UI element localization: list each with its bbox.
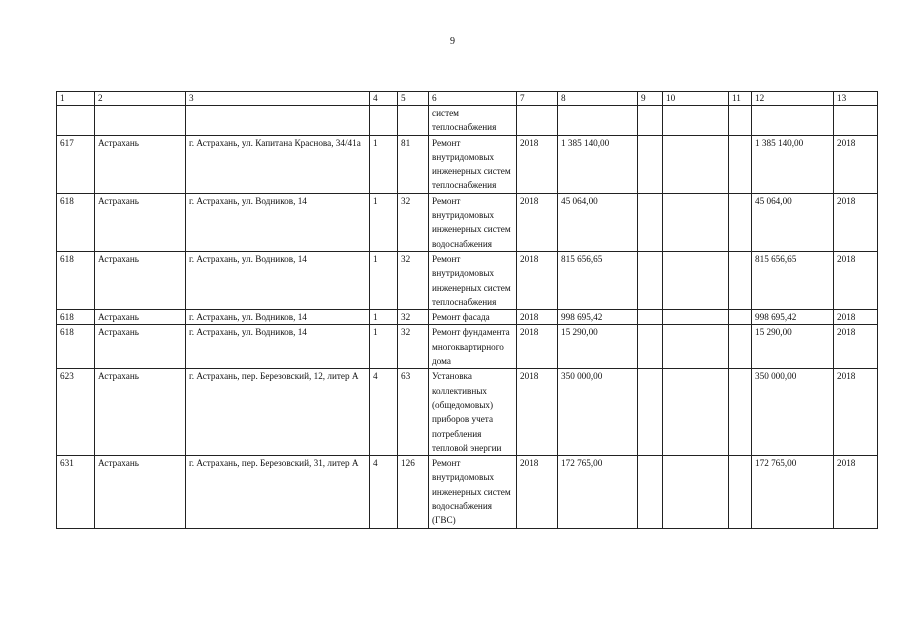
record-number-cell: 618	[57, 251, 95, 309]
municipality-cell: Астрахань	[95, 251, 186, 309]
col4-cell: 1	[370, 135, 398, 193]
work-type-cell: Ремонт фундамента многоквартирного дома	[429, 325, 517, 369]
year-cell: 2018	[517, 193, 558, 251]
col9-cell	[638, 135, 663, 193]
cost-cell: 815 656,65	[558, 251, 638, 309]
col5-cell: 32	[398, 325, 429, 369]
record-number-cell: 623	[57, 369, 95, 456]
record-number-cell: 618	[57, 310, 95, 325]
municipality-cell: Астрахань	[95, 369, 186, 456]
table-row	[57, 325, 878, 369]
completion-year-cell: 2018	[834, 193, 878, 251]
total-cost-cell: 15 290,00	[752, 325, 834, 369]
record-number-cell: 631	[57, 456, 95, 528]
municipality-cell: Астрахань	[95, 456, 186, 528]
column-number: 3	[186, 92, 370, 106]
column-number: 6	[429, 92, 517, 106]
col4-cell: 1	[370, 310, 398, 325]
col9-cell	[638, 310, 663, 325]
repair-register-table	[56, 91, 878, 529]
record-number-cell: 618	[57, 325, 95, 369]
work-type-cell: Ремонт внутридомовых инженерных систем водоснабжения	[429, 193, 517, 251]
col11-cell	[729, 135, 752, 193]
col11-cell	[729, 251, 752, 309]
col4-cell: 1	[370, 251, 398, 309]
municipality-cell: Астрахань	[95, 135, 186, 193]
completion-year-cell: 2018	[834, 310, 878, 325]
col4-cell: 1	[370, 193, 398, 251]
address-cell: г. Астрахань, ул. Капитана Краснова, 34/41а	[186, 135, 370, 193]
table-row	[57, 193, 878, 251]
record-number-cell: 618	[57, 193, 95, 251]
completion-year-cell: 2018	[834, 456, 878, 528]
column-number: 5	[398, 92, 429, 106]
record-number-cell: 617	[57, 135, 95, 193]
work-type-cell: систем теплоснабжения	[429, 106, 517, 136]
municipality-cell: Астрахань	[95, 310, 186, 325]
col9-cell	[638, 456, 663, 528]
year-cell: 2018	[517, 310, 558, 325]
completion-year-cell: 2018	[834, 251, 878, 309]
total-cost-cell: 45 064,00	[752, 193, 834, 251]
municipality-cell: Астрахань	[95, 193, 186, 251]
table-row	[57, 135, 878, 193]
address-cell: г. Астрахань, пер. Березовский, 12, литер А	[186, 369, 370, 456]
column-number-row	[57, 92, 878, 106]
address-cell: г. Астрахань, ул. Водников, 14	[186, 251, 370, 309]
year-cell: 2018	[517, 251, 558, 309]
work-type-cell: Ремонт внутридомовых инженерных систем теплоснабжения	[429, 251, 517, 309]
column-number: 4	[370, 92, 398, 106]
address-cell: г. Астрахань, ул. Водников, 14	[186, 310, 370, 325]
col4-cell: 4	[370, 456, 398, 528]
total-cost-cell: 815 656,65	[752, 251, 834, 309]
col10-cell	[663, 193, 729, 251]
col10-cell	[663, 251, 729, 309]
column-number: 1	[57, 92, 95, 106]
completion-year-cell: 2018	[834, 369, 878, 456]
table-row	[57, 310, 878, 325]
work-type-cell: Установка коллективных (общедомовых) приборов учета потребления тепловой энергии	[429, 369, 517, 456]
col11-cell	[729, 369, 752, 456]
col9-cell	[638, 369, 663, 456]
col10-cell	[663, 325, 729, 369]
col5-cell: 63	[398, 369, 429, 456]
column-number: 2	[95, 92, 186, 106]
work-type-cell: Ремонт фасада	[429, 310, 517, 325]
cost-cell: 172 765,00	[558, 456, 638, 528]
municipality-cell: Астрахань	[95, 325, 186, 369]
cost-cell: 45 064,00	[558, 193, 638, 251]
cost-cell: 350 000,00	[558, 369, 638, 456]
col4-cell: 4	[370, 369, 398, 456]
year-cell: 2018	[517, 325, 558, 369]
col11-cell	[729, 325, 752, 369]
completion-year-cell: 2018	[834, 135, 878, 193]
total-cost-cell: 350 000,00	[752, 369, 834, 456]
col5-cell: 32	[398, 251, 429, 309]
col9-cell	[638, 325, 663, 369]
column-number: 9	[638, 92, 663, 106]
year-cell: 2018	[517, 369, 558, 456]
col5-cell: 32	[398, 310, 429, 325]
column-number: 10	[663, 92, 729, 106]
column-number: 7	[517, 92, 558, 106]
table-row	[57, 251, 878, 309]
table-row	[57, 456, 878, 528]
work-type-cell: Ремонт внутридомовых инженерных систем водоснабжения (ГВС)	[429, 456, 517, 528]
address-cell: г. Астрахань, ул. Водников, 14	[186, 325, 370, 369]
address-cell: г. Астрахань, ул. Водников, 14	[186, 193, 370, 251]
total-cost-cell: 1 385 140,00	[752, 135, 834, 193]
col5-cell: 81	[398, 135, 429, 193]
col11-cell	[729, 310, 752, 325]
col11-cell	[729, 193, 752, 251]
column-number: 8	[558, 92, 638, 106]
col10-cell	[663, 310, 729, 325]
table-row	[57, 369, 878, 456]
col11-cell	[729, 456, 752, 528]
cost-cell: 998 695,42	[558, 310, 638, 325]
col5-cell: 126	[398, 456, 429, 528]
page-number: 9	[450, 36, 455, 47]
year-cell: 2018	[517, 456, 558, 528]
year-cell: 2018	[517, 135, 558, 193]
work-type-cell: Ремонт внутридомовых инженерных систем теплоснабжения	[429, 135, 517, 193]
total-cost-cell: 998 695,42	[752, 310, 834, 325]
col9-cell	[638, 193, 663, 251]
col10-cell	[663, 456, 729, 528]
total-cost-cell: 172 765,00	[752, 456, 834, 528]
column-number: 11	[729, 92, 752, 106]
continuation-row	[57, 106, 878, 136]
cost-cell: 15 290,00	[558, 325, 638, 369]
col5-cell: 32	[398, 193, 429, 251]
col9-cell	[638, 251, 663, 309]
col4-cell: 1	[370, 325, 398, 369]
col10-cell	[663, 369, 729, 456]
column-number: 13	[834, 92, 878, 106]
address-cell: г. Астрахань, пер. Березовский, 31, литер А	[186, 456, 370, 528]
col10-cell	[663, 135, 729, 193]
column-number: 12	[752, 92, 834, 106]
cost-cell: 1 385 140,00	[558, 135, 638, 193]
completion-year-cell: 2018	[834, 325, 878, 369]
